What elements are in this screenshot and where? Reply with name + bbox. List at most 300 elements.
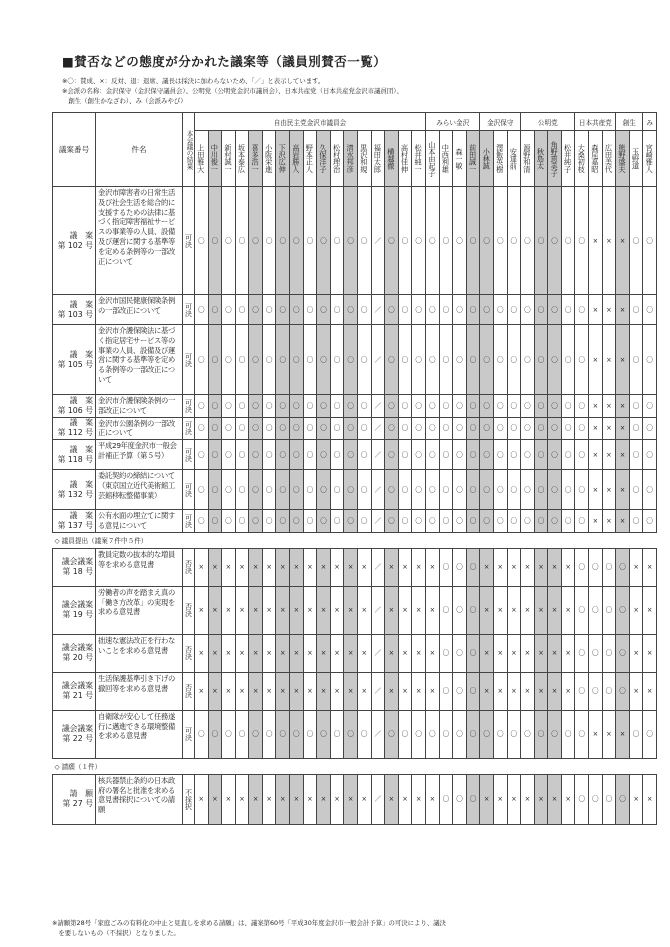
vote-mark: × bbox=[589, 417, 603, 440]
member-name: 上田雅大 bbox=[196, 144, 206, 173]
vote-mark: × bbox=[303, 586, 317, 634]
row-subject: 金沢市介護保険条例の一部改正について bbox=[96, 395, 183, 418]
table-row bbox=[53, 417, 657, 440]
vote-mark: 〇 bbox=[575, 672, 589, 710]
vote-mark: 〇 bbox=[575, 295, 589, 325]
member-name: 小林誠 bbox=[482, 147, 492, 170]
vote-mark: 〇 bbox=[561, 440, 575, 470]
vote-mark: × bbox=[262, 634, 276, 672]
vote-mark: × bbox=[398, 548, 412, 586]
vote-mark: 〇 bbox=[398, 187, 412, 295]
vote-mark: 〇 bbox=[290, 510, 304, 533]
vote-mark: × bbox=[195, 548, 209, 586]
vote-mark: 〇 bbox=[439, 470, 453, 510]
vote-mark: 〇 bbox=[561, 325, 575, 395]
vote-mark: 〇 bbox=[643, 187, 657, 295]
vote-mark: 〇 bbox=[195, 510, 209, 533]
vote-mark: 〇 bbox=[548, 440, 562, 470]
vote-mark: ／ bbox=[371, 634, 385, 672]
vote-mark: 〇 bbox=[344, 440, 358, 470]
vote-mark: 〇 bbox=[439, 710, 453, 758]
vote-mark: 〇 bbox=[303, 295, 317, 325]
vote-mark: 〇 bbox=[262, 710, 276, 758]
member-name-cell bbox=[357, 131, 371, 187]
vote-mark: 〇 bbox=[276, 187, 290, 295]
vote-mark: 〇 bbox=[561, 710, 575, 758]
vote-mark: 〇 bbox=[412, 510, 426, 533]
member-name-cell bbox=[371, 131, 385, 187]
group-header: 金沢保守 bbox=[480, 113, 521, 131]
vote-mark: 〇 bbox=[290, 440, 304, 470]
vote-mark: × bbox=[357, 774, 371, 824]
vote-mark: 〇 bbox=[480, 440, 494, 470]
vote-mark: × bbox=[643, 774, 657, 824]
vote-mark: 〇 bbox=[276, 510, 290, 533]
vote-mark: 〇 bbox=[480, 395, 494, 418]
vote-mark: 〇 bbox=[561, 470, 575, 510]
vote-mark: 〇 bbox=[344, 470, 358, 510]
vote-mark: ／ bbox=[371, 325, 385, 395]
vote-mark: 〇 bbox=[330, 395, 344, 418]
vote-mark: 〇 bbox=[357, 440, 371, 470]
row-number: 請 願 第 27 号 bbox=[53, 774, 96, 824]
vote-mark: × bbox=[249, 634, 263, 672]
row-number: 議 案 第 137 号 bbox=[53, 510, 96, 533]
row-result-label: 可決 bbox=[184, 727, 193, 742]
vote-mark: 〇 bbox=[453, 395, 467, 418]
vote-mark: 〇 bbox=[330, 710, 344, 758]
vote-mark: 〇 bbox=[548, 417, 562, 440]
member-name-cell bbox=[262, 131, 276, 187]
vote-mark: 〇 bbox=[249, 470, 263, 510]
vote-mark: 〇 bbox=[602, 548, 616, 586]
row-subject: 生活保護基準引き下げの撤回等を求める意見書 bbox=[96, 672, 183, 710]
vote-mark: × bbox=[330, 548, 344, 586]
footnote-line: ※請願第28号「家庭ごみの有料化の中止と見直しを求める請願」は、議案第60号「平成30年度金沢市一般会計予算」の可決により、議決 bbox=[52, 919, 447, 927]
row-subject: 拙速な憲法改正を行わないことを求める意見書 bbox=[96, 634, 183, 672]
member-name: 中西利雄 bbox=[441, 144, 451, 173]
member-name: 下沢広伸 bbox=[278, 144, 288, 173]
vote-mark: × bbox=[385, 586, 399, 634]
member-name-cell bbox=[480, 131, 494, 187]
row-number: 議会議案 第 22 号 bbox=[53, 710, 96, 758]
vote-mark: 〇 bbox=[534, 295, 548, 325]
vote-mark: 〇 bbox=[357, 325, 371, 395]
vote-table bbox=[52, 112, 657, 825]
header-result bbox=[183, 113, 195, 187]
vote-mark: 〇 bbox=[385, 710, 399, 758]
vote-mark: × bbox=[276, 548, 290, 586]
vote-mark: 〇 bbox=[507, 325, 521, 395]
vote-mark: × bbox=[303, 634, 317, 672]
member-name-cell bbox=[507, 131, 521, 187]
vote-mark: 〇 bbox=[629, 440, 643, 470]
vote-mark: 〇 bbox=[629, 417, 643, 440]
vote-mark: 〇 bbox=[453, 295, 467, 325]
vote-mark: 〇 bbox=[262, 325, 276, 395]
vote-mark: 〇 bbox=[439, 672, 453, 710]
vote-mark: × bbox=[303, 774, 317, 824]
vote-mark: 〇 bbox=[262, 187, 276, 295]
member-name: 松井純一 bbox=[414, 144, 424, 173]
vote-mark: 〇 bbox=[344, 510, 358, 533]
vote-mark: × bbox=[357, 548, 371, 586]
vote-mark: 〇 bbox=[426, 187, 440, 295]
table-row bbox=[53, 548, 657, 586]
vote-mark: × bbox=[480, 634, 494, 672]
vote-mark: 〇 bbox=[412, 710, 426, 758]
vote-mark: 〇 bbox=[235, 187, 249, 295]
member-name: 喜多浩一 bbox=[251, 144, 261, 173]
vote-mark: 〇 bbox=[317, 470, 331, 510]
vote-mark: × bbox=[290, 672, 304, 710]
vote-mark: 〇 bbox=[466, 586, 480, 634]
vote-mark: 〇 bbox=[398, 417, 412, 440]
member-name: 澤飯英樹 bbox=[495, 144, 505, 173]
row-subject: 金沢市公園条例の一部改正について bbox=[96, 417, 183, 440]
vote-mark: × bbox=[480, 672, 494, 710]
row-number: 議会議案 第 20 号 bbox=[53, 634, 96, 672]
vote-mark: 〇 bbox=[426, 470, 440, 510]
row-result bbox=[183, 548, 195, 586]
member-name: 福田太郎 bbox=[373, 144, 383, 173]
vote-mark: 〇 bbox=[575, 395, 589, 418]
vote-mark: × bbox=[589, 395, 603, 418]
vote-mark: 〇 bbox=[195, 470, 209, 510]
member-name-cell bbox=[330, 131, 344, 187]
vote-mark: 〇 bbox=[195, 187, 209, 295]
vote-mark: 〇 bbox=[466, 510, 480, 533]
vote-mark: × bbox=[616, 187, 630, 295]
vote-mark: 〇 bbox=[589, 586, 603, 634]
vote-mark: × bbox=[534, 634, 548, 672]
vote-mark: × bbox=[222, 634, 236, 672]
vote-mark: 〇 bbox=[439, 586, 453, 634]
table-row bbox=[53, 710, 657, 758]
vote-mark: × bbox=[616, 440, 630, 470]
vote-mark: × bbox=[629, 672, 643, 710]
vote-mark: × bbox=[276, 774, 290, 824]
vote-mark: 〇 bbox=[439, 395, 453, 418]
vote-mark: 〇 bbox=[426, 710, 440, 758]
row-result-label: 可決 bbox=[184, 421, 193, 436]
vote-mark: × bbox=[548, 586, 562, 634]
member-name: 前田誠一 bbox=[468, 144, 478, 173]
row-result bbox=[183, 586, 195, 634]
vote-mark: × bbox=[412, 586, 426, 634]
member-name-cell bbox=[629, 131, 643, 187]
vote-mark: 〇 bbox=[493, 295, 507, 325]
vote-mark: 〇 bbox=[426, 440, 440, 470]
vote-mark: × bbox=[602, 417, 616, 440]
vote-mark: × bbox=[262, 548, 276, 586]
vote-mark: 〇 bbox=[439, 510, 453, 533]
vote-mark: × bbox=[602, 295, 616, 325]
member-name-cell bbox=[589, 131, 603, 187]
vote-mark: × bbox=[629, 586, 643, 634]
vote-mark: 〇 bbox=[561, 295, 575, 325]
vote-mark: 〇 bbox=[317, 325, 331, 395]
vote-mark: × bbox=[589, 325, 603, 395]
row-subject: 核兵器禁止条約の日本政府の署名と批准を求める意見書採択についての請願 bbox=[96, 774, 183, 824]
vote-mark: 〇 bbox=[357, 710, 371, 758]
vote-mark: × bbox=[385, 672, 399, 710]
vote-mark: 〇 bbox=[398, 440, 412, 470]
vote-mark: 〇 bbox=[466, 634, 480, 672]
vote-mark: 〇 bbox=[575, 417, 589, 440]
row-number: 議 案 第 118 号 bbox=[53, 440, 96, 470]
row-subject: 金沢市介護保険法に基づく指定居宅サービス等の事業の人員、設備及び運営に関する基準等を定める条例等の一部改正について bbox=[96, 325, 183, 395]
vote-mark: 〇 bbox=[453, 325, 467, 395]
vote-mark: 〇 bbox=[561, 395, 575, 418]
vote-mark: × bbox=[616, 710, 630, 758]
vote-mark: × bbox=[616, 325, 630, 395]
vote-mark: ／ bbox=[371, 295, 385, 325]
vote-mark: × bbox=[195, 634, 209, 672]
vote-mark: 〇 bbox=[317, 187, 331, 295]
vote-mark: 〇 bbox=[575, 470, 589, 510]
legend bbox=[62, 76, 652, 106]
vote-mark: × bbox=[616, 395, 630, 418]
vote-mark: 〇 bbox=[303, 710, 317, 758]
group-header: 自由民主党金沢市議員会 bbox=[195, 113, 426, 131]
member-name-cell bbox=[453, 131, 467, 187]
vote-mark: × bbox=[589, 440, 603, 470]
vote-mark: 〇 bbox=[249, 395, 263, 418]
member-name-cell bbox=[235, 131, 249, 187]
vote-mark: × bbox=[534, 672, 548, 710]
vote-mark: 〇 bbox=[493, 417, 507, 440]
vote-mark: 〇 bbox=[195, 710, 209, 758]
vote-mark: 〇 bbox=[385, 440, 399, 470]
vote-mark: 〇 bbox=[222, 510, 236, 533]
row-result bbox=[183, 440, 195, 470]
row-result bbox=[183, 395, 195, 418]
vote-mark: 〇 bbox=[195, 325, 209, 395]
vote-mark: × bbox=[507, 586, 521, 634]
member-name: 安達前 bbox=[509, 147, 519, 170]
member-name-cell bbox=[534, 131, 548, 187]
vote-mark: 〇 bbox=[235, 395, 249, 418]
vote-mark: 〇 bbox=[521, 470, 535, 510]
member-name-cell bbox=[575, 131, 589, 187]
vote-mark: 〇 bbox=[426, 295, 440, 325]
vote-mark: 〇 bbox=[480, 325, 494, 395]
member-name: 秋島太 bbox=[536, 147, 546, 170]
vote-mark: 〇 bbox=[493, 440, 507, 470]
row-result-label: 可決 bbox=[184, 398, 193, 413]
vote-mark: 〇 bbox=[195, 440, 209, 470]
vote-mark: 〇 bbox=[344, 187, 358, 295]
vote-mark: × bbox=[317, 672, 331, 710]
vote-mark: 〇 bbox=[480, 470, 494, 510]
vote-mark: 〇 bbox=[453, 634, 467, 672]
member-name: 熊野盛夫 bbox=[618, 144, 628, 173]
row-result bbox=[183, 187, 195, 295]
vote-mark: 〇 bbox=[548, 187, 562, 295]
vote-mark: 〇 bbox=[317, 417, 331, 440]
vote-mark: 〇 bbox=[290, 325, 304, 395]
vote-mark: × bbox=[643, 586, 657, 634]
vote-mark: 〇 bbox=[493, 710, 507, 758]
page-title: ■賛否などの態度が分かれた議案等（議員別賛否一覧） bbox=[62, 54, 387, 69]
vote-mark: × bbox=[616, 295, 630, 325]
vote-mark: 〇 bbox=[426, 395, 440, 418]
vote-mark: × bbox=[290, 634, 304, 672]
vote-mark: × bbox=[262, 672, 276, 710]
vote-mark: × bbox=[249, 586, 263, 634]
vote-mark: 〇 bbox=[385, 325, 399, 395]
vote-mark: 〇 bbox=[290, 295, 304, 325]
vote-mark: × bbox=[589, 187, 603, 295]
vote-mark: 〇 bbox=[493, 187, 507, 295]
vote-mark: 〇 bbox=[357, 470, 371, 510]
vote-mark: 〇 bbox=[222, 295, 236, 325]
vote-mark: 〇 bbox=[507, 710, 521, 758]
vote-mark: 〇 bbox=[493, 325, 507, 395]
vote-mark: 〇 bbox=[398, 470, 412, 510]
vote-mark: × bbox=[385, 548, 399, 586]
vote-mark: 〇 bbox=[439, 295, 453, 325]
vote-mark: 〇 bbox=[439, 548, 453, 586]
vote-mark: × bbox=[249, 548, 263, 586]
vote-mark: 〇 bbox=[493, 395, 507, 418]
vote-mark: 〇 bbox=[616, 634, 630, 672]
vote-mark: 〇 bbox=[262, 417, 276, 440]
vote-mark: 〇 bbox=[534, 417, 548, 440]
table-row bbox=[53, 325, 657, 395]
vote-mark: 〇 bbox=[643, 440, 657, 470]
table-row bbox=[53, 440, 657, 470]
row-number: 議 案 第 106 号 bbox=[53, 395, 96, 418]
member-name: 久保洋子 bbox=[318, 144, 328, 173]
vote-mark: × bbox=[208, 548, 222, 586]
section-heading: ◇ 請願（１件） bbox=[53, 758, 657, 774]
vote-mark: 〇 bbox=[344, 417, 358, 440]
vote-mark: 〇 bbox=[561, 510, 575, 533]
row-result-label: 否決 bbox=[184, 560, 193, 575]
vote-mark: × bbox=[589, 710, 603, 758]
vote-mark: 〇 bbox=[276, 325, 290, 395]
vote-mark: 〇 bbox=[643, 417, 657, 440]
vote-mark: 〇 bbox=[330, 295, 344, 325]
vote-mark: × bbox=[262, 586, 276, 634]
vote-mark: 〇 bbox=[208, 395, 222, 418]
table-row bbox=[53, 470, 657, 510]
vote-mark: 〇 bbox=[466, 548, 480, 586]
row-result bbox=[183, 325, 195, 395]
vote-mark: × bbox=[208, 774, 222, 824]
vote-mark: 〇 bbox=[521, 417, 535, 440]
vote-mark: 〇 bbox=[412, 325, 426, 395]
vote-mark: 〇 bbox=[466, 417, 480, 440]
vote-mark: 〇 bbox=[453, 470, 467, 510]
vote-mark: 〇 bbox=[589, 672, 603, 710]
vote-mark: 〇 bbox=[344, 295, 358, 325]
vote-mark: ／ bbox=[371, 710, 385, 758]
member-name: 中川俊一 bbox=[210, 144, 220, 173]
vote-mark: 〇 bbox=[303, 417, 317, 440]
vote-mark: 〇 bbox=[330, 187, 344, 295]
vote-mark: 〇 bbox=[249, 295, 263, 325]
row-subject: 金沢市国民健康保険条例の一部改正について bbox=[96, 295, 183, 325]
table-row bbox=[53, 634, 657, 672]
vote-mark: 〇 bbox=[208, 510, 222, 533]
vote-mark: 〇 bbox=[602, 586, 616, 634]
vote-mark: 〇 bbox=[439, 440, 453, 470]
vote-mark: 〇 bbox=[344, 710, 358, 758]
vote-mark: × bbox=[208, 672, 222, 710]
vote-mark: 〇 bbox=[357, 395, 371, 418]
vote-mark: 〇 bbox=[249, 187, 263, 295]
vote-mark: × bbox=[344, 634, 358, 672]
vote-mark: × bbox=[643, 672, 657, 710]
vote-mark: 〇 bbox=[521, 710, 535, 758]
vote-mark: 〇 bbox=[208, 710, 222, 758]
vote-mark: 〇 bbox=[616, 548, 630, 586]
vote-mark: 〇 bbox=[317, 710, 331, 758]
vote-mark: 〇 bbox=[235, 417, 249, 440]
vote-mark: 〇 bbox=[290, 470, 304, 510]
vote-mark: 〇 bbox=[398, 395, 412, 418]
vote-mark: 〇 bbox=[235, 510, 249, 533]
row-result-label: 可決 bbox=[184, 233, 193, 248]
vote-mark: 〇 bbox=[222, 395, 236, 418]
member-name-cell bbox=[344, 131, 358, 187]
vote-mark: 〇 bbox=[643, 395, 657, 418]
vote-mark: × bbox=[548, 774, 562, 824]
vote-mark: 〇 bbox=[629, 395, 643, 418]
vote-mark: × bbox=[426, 774, 440, 824]
vote-mark: 〇 bbox=[262, 295, 276, 325]
vote-mark: 〇 bbox=[344, 395, 358, 418]
member-name-cell bbox=[466, 131, 480, 187]
vote-mark: × bbox=[222, 586, 236, 634]
vote-mark: 〇 bbox=[385, 510, 399, 533]
vote-mark: × bbox=[589, 470, 603, 510]
vote-mark: × bbox=[344, 672, 358, 710]
vote-mark: × bbox=[602, 510, 616, 533]
vote-mark: × bbox=[589, 295, 603, 325]
vote-mark: × bbox=[426, 548, 440, 586]
vote-mark: × bbox=[493, 672, 507, 710]
vote-mark: × bbox=[521, 774, 535, 824]
member-name-cell bbox=[643, 131, 657, 187]
vote-mark: × bbox=[602, 325, 616, 395]
vote-mark: 〇 bbox=[629, 325, 643, 395]
vote-mark: 〇 bbox=[548, 470, 562, 510]
member-name-cell bbox=[548, 131, 562, 187]
vote-mark: 〇 bbox=[317, 295, 331, 325]
row-number: 議会議案 第 21 号 bbox=[53, 672, 96, 710]
member-name: 広田美代 bbox=[604, 144, 614, 173]
vote-mark: 〇 bbox=[602, 672, 616, 710]
member-name-cell bbox=[616, 131, 630, 187]
vote-mark: 〇 bbox=[548, 710, 562, 758]
group-header: 創生 bbox=[616, 113, 643, 131]
vote-mark: 〇 bbox=[480, 187, 494, 295]
vote-mark: × bbox=[330, 672, 344, 710]
vote-mark: × bbox=[290, 586, 304, 634]
vote-mark: × bbox=[317, 548, 331, 586]
vote-mark: × bbox=[317, 774, 331, 824]
vote-mark: 〇 bbox=[276, 470, 290, 510]
vote-mark: × bbox=[561, 548, 575, 586]
vote-mark: 〇 bbox=[507, 470, 521, 510]
vote-mark: 〇 bbox=[426, 325, 440, 395]
vote-mark: 〇 bbox=[222, 325, 236, 395]
member-name: 高岩勝人 bbox=[291, 144, 301, 173]
